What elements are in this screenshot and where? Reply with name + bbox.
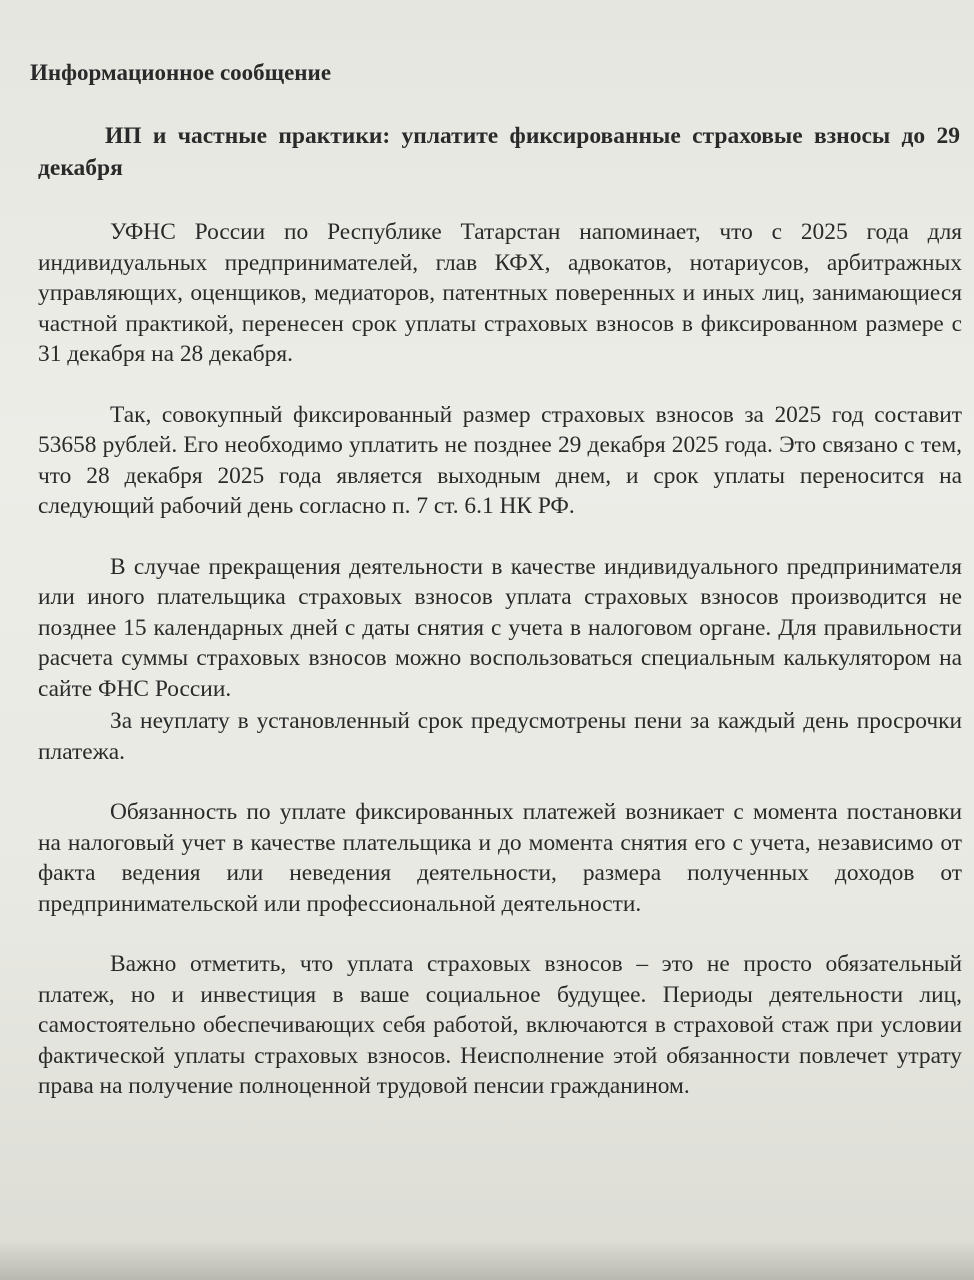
paragraph-obligation: Обязанность по уплате фиксированных платежей возникает с момента постановки на налоговый учет в качестве плательщика и до момента снятия его с учета, независимо от факта ведения или неведения деятельности, размера полученных доходов от предпринимательской или профессиональной деятельности. — [38, 799, 962, 917]
paper-edge-shadow — [0, 1240, 974, 1280]
document-body — [30, 58, 968, 1102]
document-header: Информационное сообщение — [30, 60, 332, 85]
paragraph-deadline-change: УФНС России по Республике Татарстан напоминает, что с 2025 года для индивидуальных предпринимателей, глав КФХ, адвокатов, нотариусов, арбитражных управляющих, оценщиков, медиаторов, патентных поверенных и иных лиц, занимающиеся частной практикой, перенесен срок уплаты страховых взносов в фиксированном размере с 31 декабря на 28 декабря. — [38, 219, 962, 367]
document-title: ИП и частные практики: уплатите фиксированные страховые взносы до 29 декабря — [38, 123, 960, 181]
paragraph-importance: Важно отметить, что уплата страховых взносов – это не просто обязательный платеж, но и инвестиция в ваше социальное будущее. Периоды деятельности лиц, самостоятельно обеспечивающих себя работой, включаются в страховой стаж при условии фактической уплаты страховых взносов. Неисполнение этой обязанности повлечет утрату права на получение полноценной трудовой пенсии гражданином. — [38, 951, 962, 1099]
paragraph-termination: В случае прекращения деятельности в качестве индивидуального предпринимателя или иного плательщика страховых взносов уплата страховых взносов производится не позднее 15 календарных дней с даты снятия с учета в налоговом органе. Для правильности расчета суммы страховых взносов можно воспользоваться специальным калькулятором на сайте ФНС России. — [38, 553, 962, 702]
paragraph-amount: Так, совокупный фиксированный размер страховых взносов за 2025 год составит 53658 рублей. Его необходимо уплатить не позднее 29 декабря 2025 года. Это связано с тем, что 28 декабря 2025 года является выходным днем, и срок уплаты переносится на следующий рабочий день согласно п. 7 ст. 6.1 НК РФ. — [38, 401, 962, 519]
paragraph-penalty: За неуплату в установленный срок предусмотрены пени за каждый день просрочки платежа. — [38, 708, 962, 765]
